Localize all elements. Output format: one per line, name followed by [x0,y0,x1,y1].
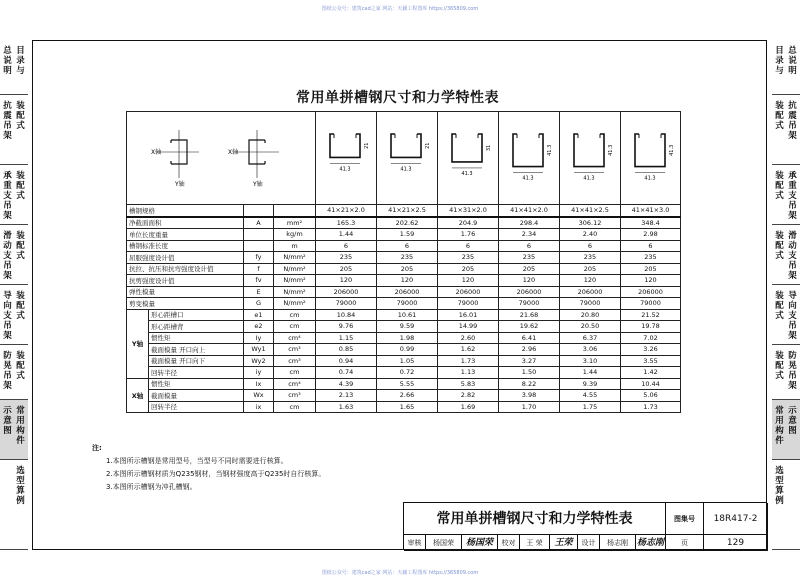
row-unit-cell: mm² [274,217,316,229]
value-cell: 79000 [438,298,499,310]
row-symbol-cell: fv [244,275,274,287]
profile-width-label: 41.3 [461,170,473,177]
value-cell: 41×21×2.0 [316,205,377,217]
value-cell: 41×41×2.5 [560,205,621,217]
value-cell: 79000 [377,298,438,310]
value-cell: 2.98 [621,229,681,241]
value-cell: 9.39 [560,378,621,390]
right-sidebar-item-4 [772,225,800,285]
row-symbol-cell [244,229,274,241]
value-cell: 205 [560,263,621,275]
row-unit-cell: cm [274,309,316,321]
row-name-cell: 回转半径 [149,367,244,379]
value-cell: 1.76 [438,229,499,241]
left-sidebar-text-a: 防晃吊架 [3,351,12,391]
table-row [127,355,681,367]
value-cell: 1.13 [438,367,499,379]
x-axis-label-right: X轴 [228,149,239,156]
profile-width-label: 41.3 [644,175,656,182]
channel-profile-shape [635,134,665,167]
row-name-cell: 槽钢标准长度 [127,240,244,252]
left-sidebar-text-a: 滑动支吊架 [3,231,12,281]
profile-width-label: 41.3 [522,175,534,182]
value-cell: 298.4 [499,217,560,229]
value-cell: 3.10 [560,355,621,367]
right-sidebar-text-b: 抗震吊架 [788,101,797,141]
value-cell: 206000 [377,286,438,298]
value-cell: 120 [377,275,438,287]
value-cell: 1.75 [560,401,621,413]
profile-drawing-6 [621,112,681,202]
value-cell: 1.69 [438,401,499,413]
left-sidebar-text-a: 示意图 [3,406,12,436]
value-cell: 5.83 [438,378,499,390]
designer-signature: 杨志刚 [636,535,666,551]
note-2: 2.本图所示槽钢材质为Q235钢材，当钢材强度高于Q235时自行核算。 [106,470,326,478]
table-row [127,298,681,310]
channel-profile-shape [452,134,482,162]
value-cell: 348.4 [621,217,681,229]
table-row [127,321,681,333]
value-cell: 1.70 [499,401,560,413]
row-unit-cell: cm³ [274,390,316,402]
row-name-cell: 惯性矩 [149,332,244,344]
atlas-label: 图集号 [666,503,704,535]
value-cell: 202.62 [377,217,438,229]
review-label: 审核 [404,535,426,551]
value-cell: 205 [438,263,499,275]
row-symbol-cell: Wx [244,390,274,402]
spec-table [126,111,681,413]
value-cell: 205 [499,263,560,275]
row-name-cell: 屈服强度设计值 [127,252,244,264]
axis-diagram-cell [127,112,316,205]
row-unit-cell: cm⁴ [274,378,316,390]
value-cell: 6 [499,240,560,252]
value-cell: 3.98 [499,390,560,402]
profile-width-label: 41.3 [339,166,351,173]
right-sidebar-text-b: 滑动支吊架 [788,231,797,281]
value-cell: 10.44 [621,378,681,390]
right-sidebar-text-a: 常用构件 [775,406,784,446]
value-cell: 204.9 [438,217,499,229]
left-sidebar [0,40,28,550]
row-name-cell: 截面模量 开口向上 [149,344,244,356]
profile-height-label: 41.3 [547,144,553,156]
value-cell: 1.62 [438,344,499,356]
right-sidebar-item-5 [772,285,800,345]
value-cell: 41×31×2.0 [438,205,499,217]
row-unit-cell: cm⁴ [274,332,316,344]
value-cell: 9.59 [377,321,438,333]
profile-drawing-1 [316,112,377,202]
value-cell: 235 [560,252,621,264]
row-unit-cell: kg/m [274,229,316,241]
value-cell: 19.78 [621,321,681,333]
right-sidebar-text-a: 选型算例 [775,466,784,506]
notes [92,442,325,494]
profile-drawing-3 [438,112,499,202]
value-cell: 1.15 [316,332,377,344]
right-sidebar-text-a: 装配式 [775,231,784,261]
table-row [127,263,681,275]
value-cell: 235 [316,252,377,264]
value-cell: 6 [377,240,438,252]
row-unit-cell: N/mm² [274,275,316,287]
value-cell: 4.55 [560,390,621,402]
row-unit-cell: cm [274,321,316,333]
value-cell: 206000 [438,286,499,298]
designer-name: 杨志刚 [600,535,636,551]
right-sidebar-item-6 [772,345,800,400]
row-unit-cell: N/mm² [274,286,316,298]
right-sidebar-text-a: 目录与 [775,46,784,76]
y-axis-label-right: Y轴 [253,181,263,188]
value-cell: 6 [560,240,621,252]
value-cell: 235 [438,252,499,264]
channel-profile-shape [574,134,604,167]
value-cell: 1.44 [316,229,377,241]
row-name-cell: 截面模量 [149,390,244,402]
title-block [403,502,767,550]
value-cell: 21.52 [621,309,681,321]
left-sidebar-text-a: 导向支吊架 [3,291,12,341]
value-cell: 79000 [316,298,377,310]
profile-height-label: 21 [425,142,431,149]
row-name-cell: 弹性模量 [127,286,244,298]
value-cell: 2.34 [499,229,560,241]
title-block-main: 常用单拼槽钢尺寸和力学特性表 [404,503,666,535]
value-cell: 0.94 [316,355,377,367]
value-cell: 1.73 [621,401,681,413]
left-sidebar-item-1 [0,40,28,95]
row-unit-cell [274,205,316,217]
value-cell: 120 [316,275,377,287]
left-sidebar-item-8 [0,460,28,550]
profile-drawing-4 [499,112,560,202]
value-cell: 205 [377,263,438,275]
atlas-number: 18R417-2 [704,503,768,535]
table-row [127,240,681,252]
value-cell: 79000 [560,298,621,310]
left-sidebar-text-b: 装配式 [16,101,25,131]
value-cell: 79000 [499,298,560,310]
value-cell: 0.85 [316,344,377,356]
right-sidebar-item-1 [772,40,800,95]
table-row [127,217,681,229]
row-symbol-cell: fy [244,252,274,264]
design-label: 设计 [578,535,600,551]
left-sidebar-item-6 [0,345,28,400]
right-sidebar-text-b: 导向支吊架 [788,291,797,341]
value-cell: 3.55 [621,355,681,367]
left-sidebar-text-b: 装配式 [16,291,25,321]
left-sidebar-item-7 [0,400,28,460]
row-symbol-cell: iy [244,367,274,379]
notes-title: 注: [92,444,102,452]
value-cell: 6.41 [499,332,560,344]
value-cell: 1.98 [377,332,438,344]
value-cell: 7.02 [621,332,681,344]
row-name-cell: 剪变模量 [127,298,244,310]
value-cell: 19.62 [499,321,560,333]
table-row [127,205,681,217]
right-sidebar-text-a: 装配式 [775,351,784,381]
value-cell: 20.80 [560,309,621,321]
value-cell: 120 [621,275,681,287]
row-name-cell: 回转半径 [149,401,244,413]
value-cell: 16.01 [438,309,499,321]
value-cell: 235 [621,252,681,264]
value-cell: 165.3 [316,217,377,229]
right-sidebar-text-b: 防晃吊架 [788,351,797,391]
right-sidebar-item-8 [772,460,800,550]
axis-group-cell: Y轴 [127,309,149,378]
row-symbol-cell [244,205,274,217]
page-label: 页 [666,535,704,551]
left-sidebar-text-b: 选型算例 [16,466,25,506]
profile-drawing-2 [377,112,438,202]
row-symbol-cell: e2 [244,321,274,333]
value-cell: 2.96 [499,344,560,356]
value-cell: 3.26 [621,344,681,356]
value-cell: 235 [499,252,560,264]
right-sidebar-item-7 [772,400,800,460]
row-unit-cell: cm [274,367,316,379]
row-symbol-cell [244,240,274,252]
row-symbol-cell: Ix [244,378,274,390]
table-row [127,286,681,298]
value-cell: 2.66 [377,390,438,402]
value-cell: 21.68 [499,309,560,321]
table-row [127,229,681,241]
watermark-bottom: 图纸公众号：建筑cad之家 网站：天籁工程图库 https://365809.com [321,570,479,576]
left-sidebar-text-a: 抗震吊架 [3,101,12,141]
value-cell: 6 [621,240,681,252]
value-cell: 4.39 [316,378,377,390]
value-cell: 20.50 [560,321,621,333]
table-row [127,252,681,264]
row-unit-cell: m [274,240,316,252]
left-sidebar-text-b: 装配式 [16,231,25,261]
profile-height-label: 31 [486,144,492,152]
row-unit-cell: cm [274,401,316,413]
sheet-title: 常用单拼槽钢尺寸和力学特性表 [296,90,499,106]
left-sidebar-text-a: 总说明 [3,46,12,76]
axis-group-cell: X轴 [127,378,149,413]
value-cell: 8.22 [499,378,560,390]
left-sidebar-text-b: 装配式 [16,351,25,381]
value-cell: 2.40 [560,229,621,241]
row-symbol-cell: ix [244,401,274,413]
row-name-cell: 单位长度重量 [127,229,244,241]
value-cell: 306.12 [560,217,621,229]
value-cell: 9.76 [316,321,377,333]
row-unit-cell: cm³ [274,344,316,356]
row-symbol-cell: Wy2 [244,355,274,367]
right-sidebar [772,40,800,550]
left-sidebar-text-b: 目录与 [16,46,25,76]
value-cell: 1.50 [499,367,560,379]
value-cell: 1.73 [438,355,499,367]
row-name-cell: 净截面面积 [127,217,244,229]
left-sidebar-item-3 [0,165,28,225]
profile-width-label: 41.3 [400,166,412,173]
left-sidebar-text-b: 常用构件 [16,406,25,446]
row-symbol-cell: Iy [244,332,274,344]
watermark-top: 图纸公众号：建筑cad之家 网站：天籁工程图库 https://365809.com [321,6,479,12]
value-cell: 5.55 [377,378,438,390]
right-sidebar-item-2 [772,95,800,165]
table-row [127,309,681,321]
row-name-cell: 抗拉、抗压和抗弯强度设计值 [127,263,244,275]
table-row [127,275,681,287]
row-unit-cell: N/mm² [274,263,316,275]
checker-name: 王 荣 [520,535,550,551]
right-sidebar-text-a: 装配式 [775,101,784,131]
right-sidebar-text-b: 承重支吊架 [788,171,797,221]
value-cell: 41×21×2.5 [377,205,438,217]
left-sidebar-text-a: 承重支吊架 [3,171,12,221]
value-cell: 3.06 [560,344,621,356]
row-symbol-cell: e1 [244,309,274,321]
left-sidebar-text-b: 装配式 [16,171,25,201]
left-sidebar-item-5 [0,285,28,345]
note-1: 1.本图所示槽钢是常用型号，当型号不同时需要进行核算。 [106,457,288,465]
value-cell: 1.59 [377,229,438,241]
value-cell: 79000 [621,298,681,310]
row-name-cell: 形心距槽口 [149,309,244,321]
row-symbol-cell: Wy1 [244,344,274,356]
table-row [127,378,681,390]
table-row [127,344,681,356]
value-cell: 41×41×3.0 [621,205,681,217]
value-cell: 6 [316,240,377,252]
value-cell: 2.82 [438,390,499,402]
value-cell: 5.06 [621,390,681,402]
row-name-cell: 槽钢规格 [127,205,244,217]
row-symbol-cell: E [244,286,274,298]
profile-drawing-5 [560,112,621,202]
right-sidebar-item-3 [772,165,800,225]
left-sidebar-item-4 [0,225,28,285]
note-3: 3.本图所示槽钢为冲孔槽钢。 [106,483,197,491]
row-symbol-cell: A [244,217,274,229]
value-cell: 41×41×2.0 [499,205,560,217]
channel-profile-shape [513,134,543,167]
value-cell: 3.27 [499,355,560,367]
profile-width-label: 41.3 [583,175,595,182]
value-cell: 206000 [560,286,621,298]
value-cell: 1.63 [316,401,377,413]
left-sidebar-item-2 [0,95,28,165]
row-symbol-cell: G [244,298,274,310]
value-cell: 120 [560,275,621,287]
table-row [127,401,681,413]
right-sidebar-text-a: 装配式 [775,171,784,201]
row-symbol-cell: f [244,263,274,275]
value-cell: 1.44 [560,367,621,379]
value-cell: 0.99 [377,344,438,356]
value-cell: 14.99 [438,321,499,333]
x-axis-label-left: X轴 [151,149,162,156]
value-cell: 120 [438,275,499,287]
value-cell: 1.65 [377,401,438,413]
header-row [127,112,681,205]
right-sidebar-text-a: 装配式 [775,291,784,321]
value-cell: 0.72 [377,367,438,379]
value-cell: 1.42 [621,367,681,379]
value-cell: 120 [499,275,560,287]
reviewer-name: 杨国荣 [426,535,462,551]
value-cell: 235 [377,252,438,264]
table-row [127,332,681,344]
page-number: 129 [704,535,768,551]
value-cell: 10.61 [377,309,438,321]
profile-height-label: 41.3 [669,144,675,156]
value-cell: 10.84 [316,309,377,321]
row-name-cell: 抗剪强度设计值 [127,275,244,287]
row-name-cell: 截面模量 开口向下 [149,355,244,367]
row-name-cell: 形心距槽背 [149,321,244,333]
row-unit-cell: N/mm² [274,298,316,310]
value-cell: 1.05 [377,355,438,367]
value-cell: 2.13 [316,390,377,402]
right-sidebar-text-b: 总说明 [788,46,797,76]
check-label: 校对 [498,535,520,551]
row-unit-cell: cm³ [274,355,316,367]
value-cell: 205 [621,263,681,275]
value-cell: 6.37 [560,332,621,344]
profile-height-label: 21 [364,142,370,149]
profile-height-label: 41.3 [608,144,614,156]
row-name-cell: 惯性矩 [149,378,244,390]
value-cell: 2.60 [438,332,499,344]
table-row [127,367,681,379]
value-cell: 206000 [316,286,377,298]
value-cell: 6 [438,240,499,252]
right-sidebar-text-b: 示意图 [788,406,797,436]
row-unit-cell: N/mm² [274,252,316,264]
value-cell: 206000 [621,286,681,298]
reviewer-signature: 杨国荣 [462,535,498,551]
value-cell: 205 [316,263,377,275]
value-cell: 0.74 [316,367,377,379]
axis-diagram [127,112,315,202]
value-cell: 206000 [499,286,560,298]
checker-signature: 王荣 [550,535,578,551]
table-row [127,390,681,402]
y-axis-label-left: Y轴 [175,181,185,188]
